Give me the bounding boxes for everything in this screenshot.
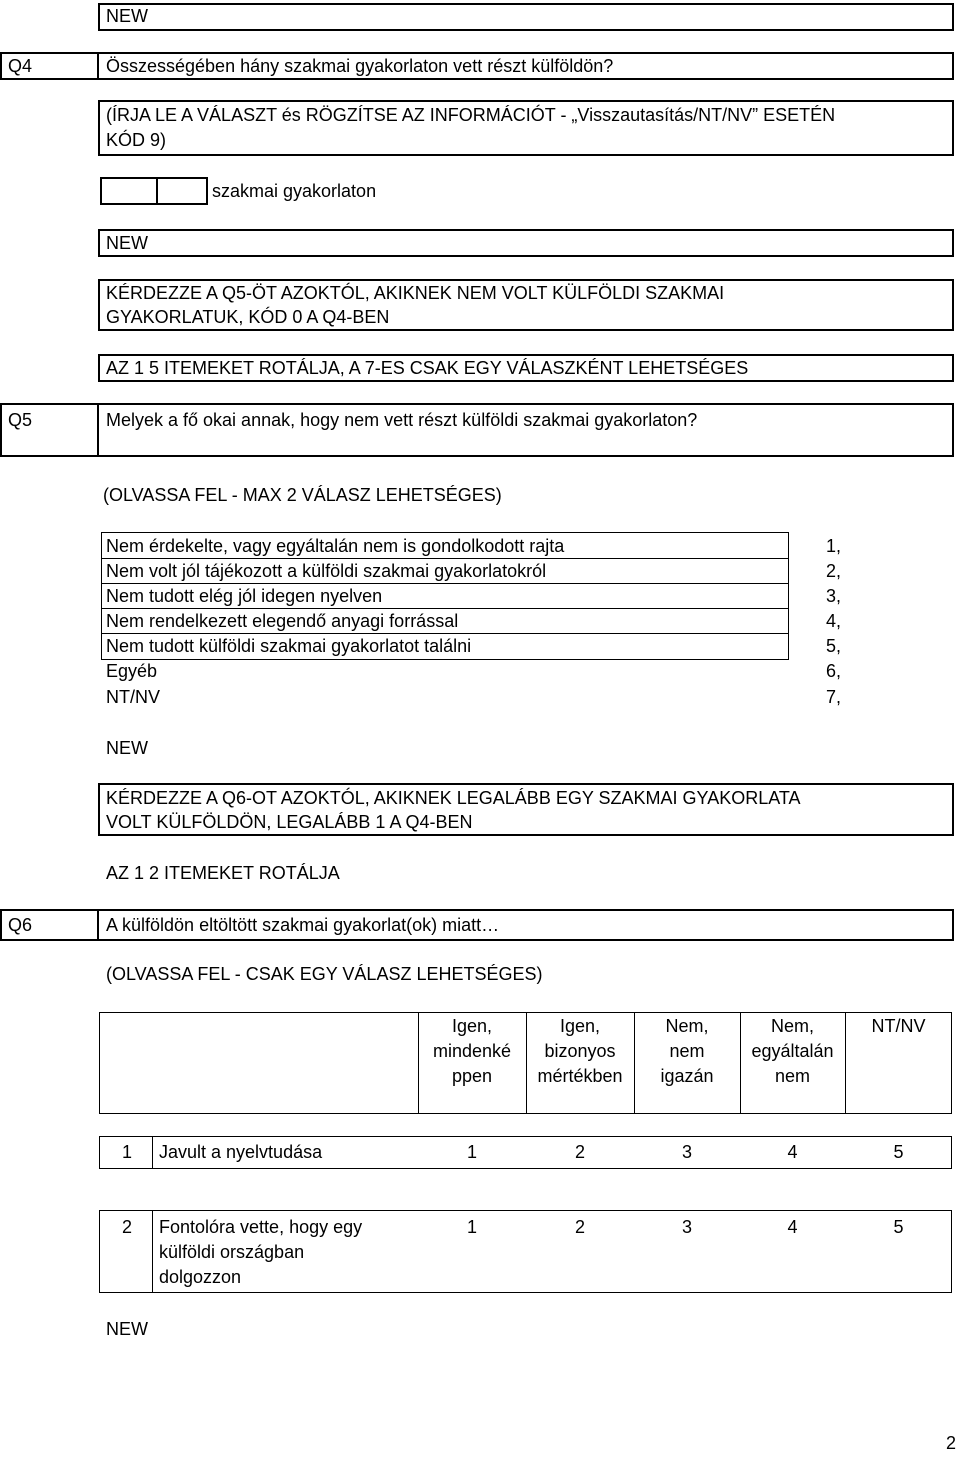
q5-option-label: Nem érdekelte, vagy egyáltalán nem is gondolkodott rajta bbox=[106, 536, 565, 556]
q6-row-code[interactable]: 2 bbox=[574, 1217, 585, 1237]
header-line: NT/NV bbox=[871, 1016, 926, 1036]
q5-option-code[interactable]: 6, bbox=[826, 661, 842, 681]
option-divider bbox=[101, 558, 789, 559]
q6-row-number: 1 bbox=[122, 1142, 133, 1162]
q5-rotate-note: AZ 1 5 ITEMEKET ROTÁLJA, A 7-ES CSAK EGY VÁLASZKÉNT LEHETSÉGES bbox=[106, 358, 749, 378]
option-divider bbox=[101, 633, 789, 634]
q5-instruction: (OLVASSA FEL - MAX 2 VÁLASZ LEHETSÉGES) bbox=[103, 485, 502, 505]
header-line: mindenké bbox=[432, 1041, 512, 1061]
q6-row-code[interactable]: 3 bbox=[681, 1142, 692, 1162]
q6-question: A külföldön eltöltött szakmai gyakorlat(ok) miatt… bbox=[106, 915, 500, 935]
q6-filter-line2: VOLT KÜLFÖLDÖN, LEGALÁBB 1 A Q4-BEN bbox=[106, 812, 473, 832]
q5-option-code[interactable]: 4, bbox=[826, 611, 842, 631]
q6-row-label: Fontolóra vette, hogy egy bbox=[159, 1217, 363, 1237]
q5-filter-line1: KÉRDEZZE A Q5-ÖT AZOKTÓL, AKIKNEK NEM VOLT KÜLFÖLDI SZAKMAI bbox=[106, 283, 725, 303]
page-number: 2 bbox=[946, 1433, 957, 1453]
header-line: Igen, bbox=[559, 1016, 601, 1036]
q5-option-label: Nem rendelkezett elegendő anyagi forrással bbox=[106, 611, 459, 631]
q6-row-label: Javult a nyelvtudása bbox=[159, 1142, 323, 1162]
q6-row-code[interactable]: 4 bbox=[787, 1217, 798, 1237]
q5-option-label: Nem tudott elég jól idegen nyelven bbox=[106, 586, 383, 606]
header-line: nem bbox=[774, 1066, 810, 1086]
q6-row-code[interactable]: 4 bbox=[787, 1142, 798, 1162]
row-num-divider bbox=[152, 1210, 153, 1293]
header-line: nem bbox=[669, 1041, 705, 1061]
header-line: egyáltalán bbox=[751, 1041, 834, 1061]
q5-option-label: NT/NV bbox=[106, 687, 160, 707]
new-label: NEW bbox=[106, 233, 148, 253]
q4-id: Q4 bbox=[8, 56, 33, 76]
q6-row-code[interactable]: 3 bbox=[681, 1217, 692, 1237]
q4-instruction-line1: (ÍRJA LE A VÁLASZT és RÖGZÍTSE AZ INFORMÁCIÓT - „Visszautasítás/NT/NV” ESETÉN bbox=[106, 105, 836, 125]
new-label-box bbox=[98, 3, 954, 31]
q5-option-label: Egyéb bbox=[106, 661, 158, 681]
q6-instruction: (OLVASSA FEL - CSAK EGY VÁLASZ LEHETSÉGES) bbox=[106, 964, 543, 984]
q6-row-label: külföldi országban bbox=[159, 1242, 305, 1262]
new-label: NEW bbox=[106, 6, 148, 26]
option-divider bbox=[101, 608, 789, 609]
q6-id: Q6 bbox=[8, 915, 33, 935]
new-label-box bbox=[98, 229, 954, 257]
q6-row-code[interactable]: 5 bbox=[893, 1217, 904, 1237]
option-divider bbox=[101, 583, 789, 584]
q5-option-code[interactable]: 1, bbox=[826, 536, 842, 556]
q6-row-number: 2 bbox=[122, 1217, 133, 1237]
q4-answer-digit-2[interactable] bbox=[156, 177, 208, 205]
q6-row-code[interactable]: 1 bbox=[466, 1217, 477, 1237]
q5-option-label: Nem tudott külföldi szakmai gyakorlatot találni bbox=[106, 636, 472, 656]
q6-filter-line1: KÉRDEZZE A Q6-OT AZOKTÓL, AKIKNEK LEGALÁBB EGY SZAKMAI GYAKORLATA bbox=[106, 788, 801, 808]
q4-answer-digit-1[interactable] bbox=[100, 177, 158, 205]
q5-option-label: Nem volt jól tájékozott a külföldi szakmai gyakorlatokról bbox=[106, 561, 547, 581]
q5-id: Q5 bbox=[8, 410, 33, 430]
q6-row-code[interactable]: 1 bbox=[466, 1142, 477, 1162]
q5-option-code[interactable]: 7, bbox=[826, 687, 842, 707]
row-num-divider bbox=[152, 1136, 153, 1169]
q5-filter-line2: GYAKORLATUK, KÓD 0 A Q4-BEN bbox=[106, 307, 390, 327]
q5-question: Melyek a fő okai annak, hogy nem vett részt külföldi szakmai gyakorlaton? bbox=[106, 410, 698, 430]
header-line: Nem, bbox=[770, 1016, 814, 1036]
q4-question: Összességében hány szakmai gyakorlaton vett részt külföldön? bbox=[106, 56, 614, 76]
q4-instruction-line2: KÓD 9) bbox=[106, 130, 167, 150]
q5-option-code[interactable]: 3, bbox=[826, 586, 842, 606]
q5-option-code[interactable]: 2, bbox=[826, 561, 842, 581]
header-line: igazán bbox=[660, 1066, 714, 1086]
new-label: NEW bbox=[106, 1319, 148, 1339]
header-line: mértékben bbox=[537, 1066, 623, 1086]
q6-row-code[interactable]: 5 bbox=[893, 1142, 904, 1162]
q5-option-code[interactable]: 5, bbox=[826, 636, 842, 656]
q4-unit-label: szakmai gyakorlaton bbox=[212, 181, 377, 201]
header-line: bizonyos bbox=[544, 1041, 616, 1061]
header-line: Igen, bbox=[451, 1016, 493, 1036]
new-label: NEW bbox=[106, 738, 148, 758]
q6-row-label: dolgozzon bbox=[159, 1267, 242, 1287]
q6-row-code[interactable]: 2 bbox=[574, 1142, 585, 1162]
header-line: Nem, bbox=[665, 1016, 709, 1036]
header-line: ppen bbox=[451, 1066, 493, 1086]
q6-rotate-note: AZ 1 2 ITEMEKET ROTÁLJA bbox=[106, 863, 340, 883]
